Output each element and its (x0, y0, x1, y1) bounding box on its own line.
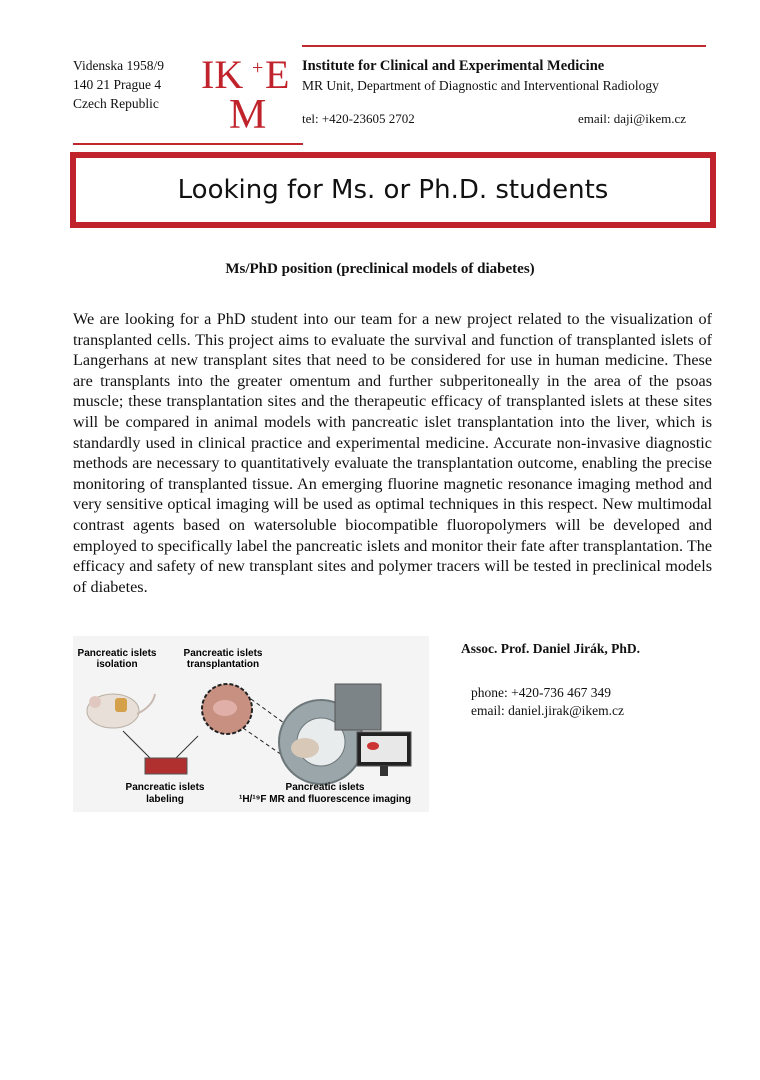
svg-text:E: E (265, 52, 290, 97)
label-isolation-1: Pancreatic islets (77, 648, 157, 659)
address-line-country: Czech Republic (73, 96, 159, 111)
banner-title: Looking for Ms. or Ph.D. students (177, 175, 609, 205)
header-email[interactable]: email: daji@ikem.cz (578, 111, 686, 126)
position-title: Ms/PhD position (preclinical models of diabetes) (225, 261, 535, 277)
svg-text:M: M (229, 92, 267, 132)
ikem-logo (198, 52, 300, 132)
contact-phone: phone: +420-736 467 349 (471, 685, 611, 700)
label-labeling-2: labeling (146, 794, 184, 805)
label-transplantation-1: Pancreatic islets (183, 648, 263, 659)
title-banner (70, 152, 716, 228)
header-phone: tel: +420-23605 2702 (302, 111, 415, 126)
address-block (73, 56, 164, 113)
header-rule-top (302, 45, 706, 47)
label-imaging-2: ¹H/¹⁹F MR and fluorescence imaging (239, 794, 411, 805)
contact-name: Assoc. Prof. Daniel Jirák, PhD. (461, 641, 640, 656)
contact-email[interactable]: email: daniel.jirak@ikem.cz (471, 703, 624, 718)
label-transplantation-2: transplantation (186, 659, 260, 670)
svg-text:IK: IK (201, 52, 244, 97)
department-name: MR Unit, Department of Diagnostic and Interventional Radiology (302, 78, 659, 93)
workflow-figure (73, 636, 429, 812)
svg-text:+: + (252, 57, 264, 79)
address-line-street: Videnska 1958/9 (73, 58, 165, 73)
institute-name: Institute for Clinical and Experimental Medicine (302, 58, 605, 74)
address-line-city: 140 21 Prague 4 (73, 77, 162, 92)
description-paragraph: We are looking for a PhD student into our team for a new project related to the visualization of transplanted cells. This project aims to evaluate the survival and function of transplanted islets of Langerhans at new transplant sites that need to be considered for use in human medicine. These are transplants into the greater omentum and further subperitoneally in the area of the psoas muscle; these transplantation sites and the therapeutic efficacy of transplanted islets at these sites will be compared in animal models with pancreatic islet transplantation into the liver, which is standardly used in clinical practice and experimental medicine. Accurate non-invasive diagnostic methods are necessary to quantitatively evaluate the transplantation outcome, enabling the precise monitoring of transplanted tissue. An emerging fluorine magnetic resonance imaging method and very sensitive optical imaging will be used as optimal techniques in this respect. New multimodal contrast agents based on watersoluble biocompatible fluoropolymers will be developed and employed to specifically label the pancreatic islets and monitor their fate after transplantation. The efficacy and safety of new transplant sites and polymer tracers will be tested in preclinical models of diabetes. (73, 310, 712, 596)
label-imaging-1: Pancreatic islets (285, 782, 365, 793)
label-labeling-1: Pancreatic islets (125, 782, 205, 793)
label-isolation-2: isolation (96, 659, 138, 670)
header-rule-bottom (73, 143, 303, 145)
